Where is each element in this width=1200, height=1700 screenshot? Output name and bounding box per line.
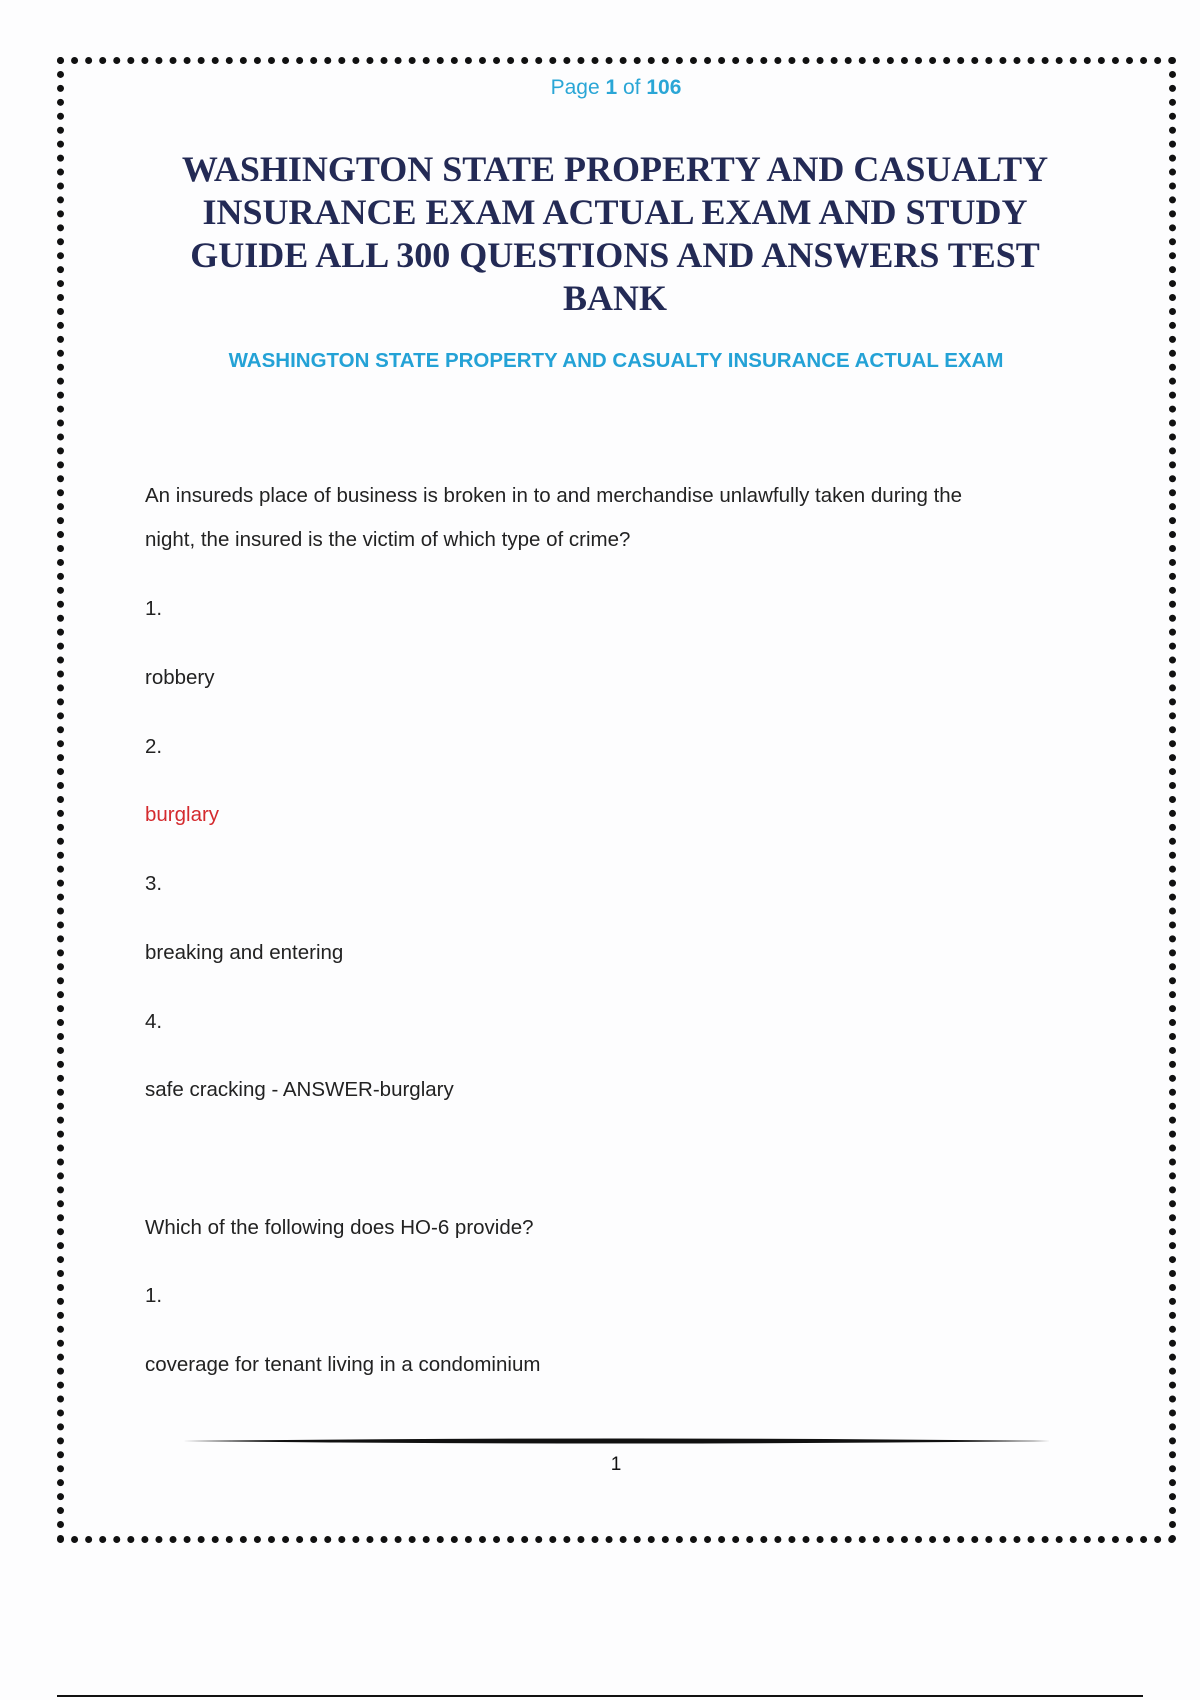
- option-number: 1.: [145, 1284, 163, 1307]
- page-header-total: 106: [646, 76, 682, 99]
- option-text: robbery: [145, 666, 215, 689]
- footer-rule: [183, 1438, 1050, 1444]
- question-1-text-line-1: An insureds place of business is broken in to and merchandise unlawfully taken during the: [145, 484, 963, 507]
- footer-page-number: 1: [610, 1454, 622, 1475]
- bottom-rule: [57, 1695, 1143, 1697]
- option-text-correct: burglary: [145, 803, 220, 826]
- option-text: coverage for tenant living in a condominium: [145, 1353, 541, 1376]
- option-number: 1.: [145, 597, 163, 620]
- option-number: 2.: [145, 735, 163, 758]
- document-subtitle: WASHINGTON STATE PROPERTY AND CASUALTY INSURANCE ACTUAL EXAM: [228, 349, 1004, 372]
- question-1-text-line-2: night, the insured is the victim of which type of crime?: [145, 528, 631, 551]
- option-text: breaking and entering: [145, 941, 344, 964]
- page-header: [0, 76, 1200, 100]
- page-header-middle: of: [617, 76, 647, 99]
- option-number: 4.: [145, 1010, 163, 1033]
- page-header-prefix: Page: [550, 76, 606, 99]
- document-title: WASHINGTON STATE PROPERTY AND CASUALTY INSURANCE EXAM ACTUAL EXAM AND STUDY GUIDE ALL 300 QUESTIONS AND ANSWERS TEST BANK: [181, 149, 1049, 318]
- option-text-with-answer: safe cracking - ANSWER-burglary: [145, 1078, 454, 1101]
- option-number: 3.: [145, 872, 163, 895]
- page-header-current: 1: [605, 76, 618, 99]
- question-2-text: Which of the following does HO-6 provide?: [145, 1216, 534, 1239]
